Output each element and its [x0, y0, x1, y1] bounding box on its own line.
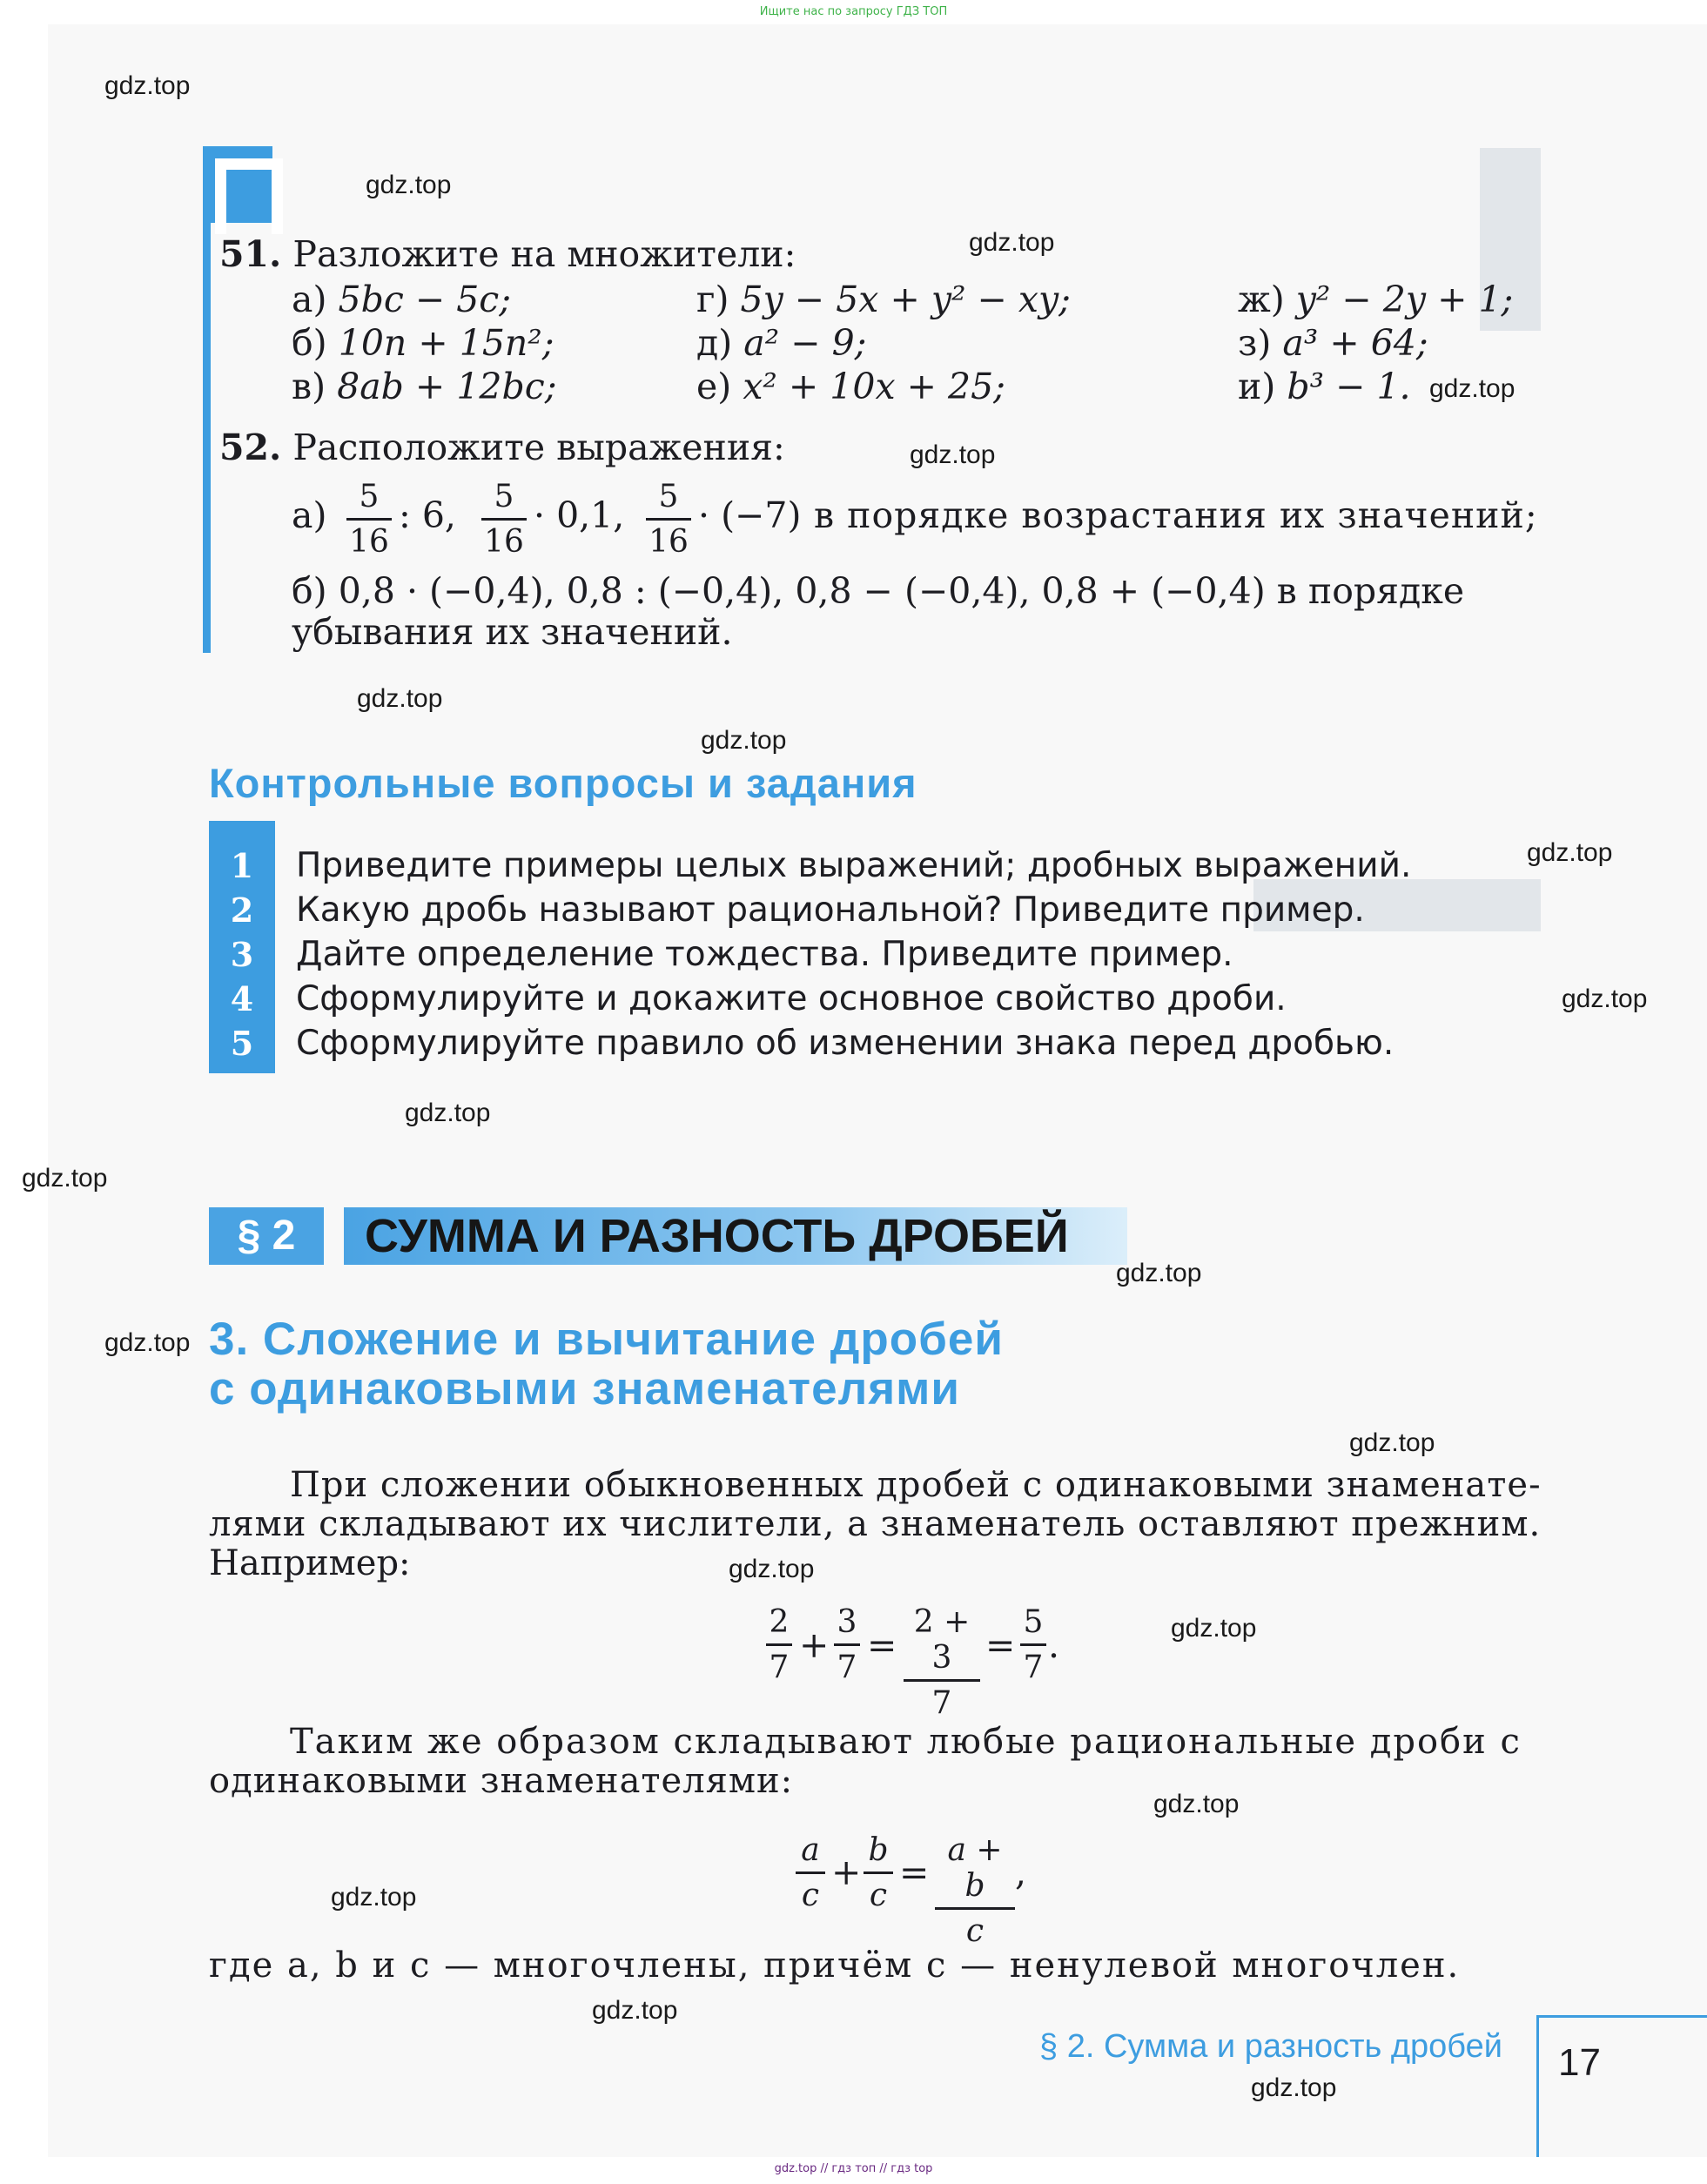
topic-title-line: 3. Сложение и вычитание дробей [209, 1314, 1004, 1365]
exercise-52-a-tail: в порядке возрастания их значений; [814, 494, 1538, 536]
watermark: gdz.top [357, 684, 443, 713]
equals-sign: = [867, 1624, 897, 1666]
exercise-51-item: е) x² + 10x + 25; [696, 366, 1005, 407]
questions-heading: Контрольные вопросы и задания [209, 760, 917, 806]
exercise-52-b-line: б) 0,8 · (−0,4), 0,8 : (−0,4), 0,8 − (−0,4), 0,8 + (−0,4) в порядке [292, 570, 1465, 612]
equals-sign: = [899, 1851, 930, 1893]
fraction: a c [796, 1832, 825, 1913]
watermark: gdz.top [1429, 374, 1515, 403]
watermark: gdz.top [405, 1099, 491, 1127]
watermark: gdz.top [1349, 1428, 1435, 1457]
exercise-52-heading [219, 427, 785, 468]
question-number: 3 [230, 935, 254, 974]
paragraph-line: Таким же образом складывают любые рациональные дроби с [290, 1722, 1522, 1762]
exercise-title: Разложите на множители: [292, 233, 796, 275]
watermark: gdz.top [104, 71, 191, 100]
exercise-51-item: д) a² − 9; [696, 322, 867, 364]
section-title: СУММА И РАЗНОСТЬ ДРОБЕЙ [344, 1207, 1127, 1265]
fraction: a + b c [935, 1832, 1015, 1949]
watermark: gdz.top [969, 228, 1055, 257]
top-note: Ищите нас по запросу ГДЗ ТОП [759, 5, 948, 18]
exercise-title: Расположите выражения: [292, 427, 785, 468]
exercise-number: 52. [219, 427, 282, 468]
watermark: gdz.top [22, 1164, 108, 1193]
watermark: gdz.top [729, 1555, 815, 1583]
fraction-operator: · 0,1, [534, 494, 625, 536]
question-text: Сформулируйте и докажите основное свойство дроби. [296, 979, 1287, 1018]
watermark: gdz.top [1153, 1790, 1240, 1818]
exercise-51-item: в) 8ab + 12bc; [292, 366, 557, 407]
exercise-52-b-line: убывания их значений. [292, 611, 733, 653]
question-number: 4 [230, 979, 254, 1018]
watermark: gdz.top [366, 171, 452, 199]
exercise-number: 51. [219, 233, 282, 275]
exercise-51-item: и) b³ − 1. [1238, 366, 1411, 407]
fraction: 5 16 [346, 479, 392, 560]
question-text: Сформулируйте правило об изменении знака перед дробью. [296, 1024, 1394, 1063]
question-number: 1 [230, 846, 254, 885]
comma: , [1015, 1851, 1027, 1893]
page-number-frame [1536, 2015, 1707, 2157]
exercise-52-a-label: а) [292, 494, 327, 536]
watermark: gdz.top [1527, 838, 1613, 867]
fraction: 2 7 [766, 1604, 792, 1685]
plus-sign: + [799, 1624, 830, 1666]
exercises-side-line [203, 221, 211, 653]
fraction: 5 7 [1020, 1604, 1046, 1685]
section-badge: § 2 [209, 1207, 324, 1265]
exercise-51-item: г) 5y − 5x + y² − xy; [696, 279, 1071, 320]
plus-sign: + [831, 1851, 862, 1893]
paragraph-line: одинаковыми знаменателями: [209, 1761, 794, 1801]
paragraph-line: где a, b и c — многочлены, причём c — ненулевой многочлен. [209, 1945, 1461, 1986]
watermark: gdz.top [1116, 1259, 1202, 1287]
watermark: gdz.top [592, 1996, 678, 2025]
exercise-51-item: а) 5bc − 5c; [292, 279, 512, 320]
paragraph-line: Например: [209, 1543, 411, 1583]
exercise-51-item: з) a³ + 64; [1238, 322, 1428, 364]
running-footer: § 2. Сумма и разность дробей [1039, 2028, 1502, 2065]
watermark: gdz.top [104, 1328, 191, 1357]
exercise-51-heading [219, 233, 796, 275]
page-number: 17 [1558, 2041, 1601, 2084]
period: . [1048, 1624, 1060, 1666]
watermark: gdz.top [1251, 2073, 1337, 2102]
paragraph-line: лями складывают их числители, а знаменатель оставляют прежним. [209, 1504, 1542, 1544]
watermark: gdz.top [1171, 1614, 1257, 1643]
fraction: b c [864, 1832, 893, 1913]
equals-sign: = [985, 1624, 1016, 1666]
topic-title-line: с одинаковыми знаменателями [209, 1363, 960, 1415]
exercise-51-item: б) 10n + 15n²; [292, 322, 554, 364]
fraction: 5 16 [646, 479, 691, 560]
exercises-tab-icon [203, 146, 272, 223]
fraction-operator: · (−7) [698, 494, 802, 536]
fraction-operator: : 6, [399, 494, 456, 536]
bottom-note: gdz.top // гдз топ // гдз top [774, 2162, 933, 2175]
question-text: Приведите примеры целых выражений; дробных выражений. [296, 846, 1412, 885]
watermark: gdz.top [910, 440, 996, 469]
question-text: Дайте определение тождества. Приведите пример. [296, 935, 1233, 974]
fraction: 3 7 [834, 1604, 860, 1685]
question-number: 5 [230, 1024, 254, 1063]
question-number: 2 [230, 890, 254, 930]
fraction: 5 16 [481, 479, 527, 560]
watermark: gdz.top [331, 1883, 417, 1912]
paragraph-line: При сложении обыкновенных дробей с одинаковыми знаменате- [290, 1465, 1542, 1505]
exercise-51-item: ж) y² − 2y + 1; [1238, 279, 1514, 320]
watermark: gdz.top [701, 726, 787, 755]
question-text: Какую дробь называют рациональной? Приведите пример. [296, 890, 1365, 930]
watermark: gdz.top [1562, 984, 1648, 1013]
fraction: 2 + 3 7 [904, 1604, 980, 1721]
